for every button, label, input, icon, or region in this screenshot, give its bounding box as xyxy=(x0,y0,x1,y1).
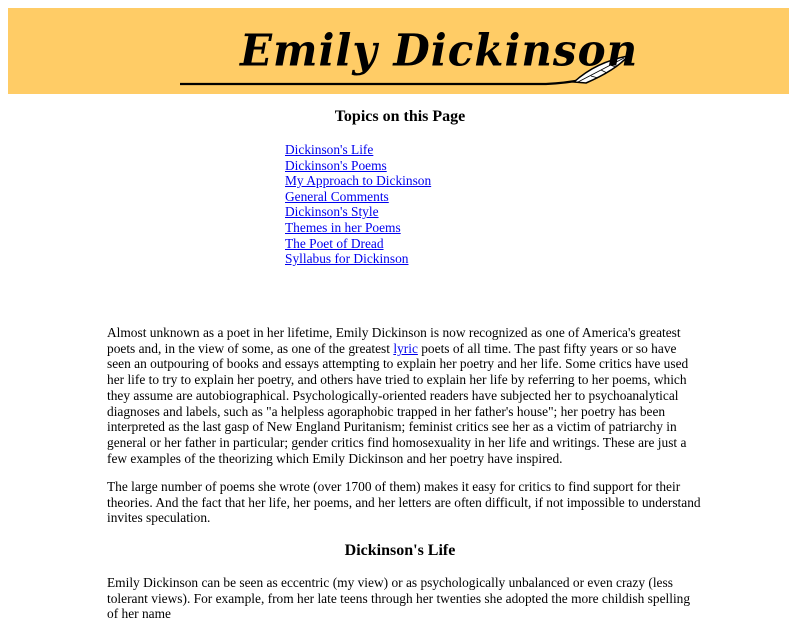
topics-heading: Topics on this Page xyxy=(334,108,466,125)
topic-link-general-comments[interactable]: General Comments xyxy=(285,188,389,204)
intro-text-after-link: poets of all time. The past fifty years or so have seen an outpouring of books and essays attempting to explain her poetry and her life. Some critics have used her life to try to explain her poetry, and others have tried to explain her life by referring to her poems, which they assume are autobiographical. Psychologically-oriented readers have subjected her to psychoanalytical diagnoses and labels, such as "a helpless agoraphobic trapped in her father's house"; her poetry has been interpreted as the last gasp of New England Puritanism; feminist critics see her as a victim of patriarchy in general or her father in particular; gender critics find homosexuality in her life and writings. These are just a few examples of the theorizing which Emily Dickinson and her poetry have inspired. xyxy=(107,340,689,466)
topic-link-poet-of-dread[interactable]: The Poet of Dread xyxy=(285,235,384,251)
topic-link-life[interactable]: Dickinson's Life xyxy=(285,142,374,157)
title-banner xyxy=(8,8,789,94)
intro-paragraph-1 xyxy=(107,325,702,466)
lyric-link[interactable]: lyric xyxy=(393,340,418,356)
intro-paragraph-2: The large number of poems she wrote (over 1700 of them) makes it easy for critics to find support for their theories. And the fact that her life, her poems, and her letters are often difficult, if not impossible to understand invites speculation. xyxy=(107,479,701,526)
topics-list xyxy=(285,142,431,267)
topic-link-themes[interactable]: Themes in her Poems xyxy=(285,219,401,235)
life-paragraph-1: Emily Dickinson can be seen as eccentric (my view) or as psychologically unbalanced or even crazy (less tolerant views). For example, from her late teens through her twenties she adopted the more childish spelling of her name xyxy=(107,575,691,622)
topic-link-poems[interactable]: Dickinson's Poems xyxy=(285,157,387,173)
topic-link-syllabus[interactable]: Syllabus for Dickinson xyxy=(285,251,409,267)
section-heading-life: Dickinson's Life xyxy=(344,542,456,559)
topic-link-style[interactable]: Dickinson's Style xyxy=(285,204,379,220)
topic-link-approach[interactable]: My Approach to Dickinson xyxy=(285,173,432,189)
intro-text-before-link: Almost unknown as a poet in her lifetime, Emily Dickinson is now recognized as one of America's greatest poets and, in the view of some, as one of the greatest xyxy=(107,325,681,356)
site-title: Emily Dickinson xyxy=(240,24,639,77)
